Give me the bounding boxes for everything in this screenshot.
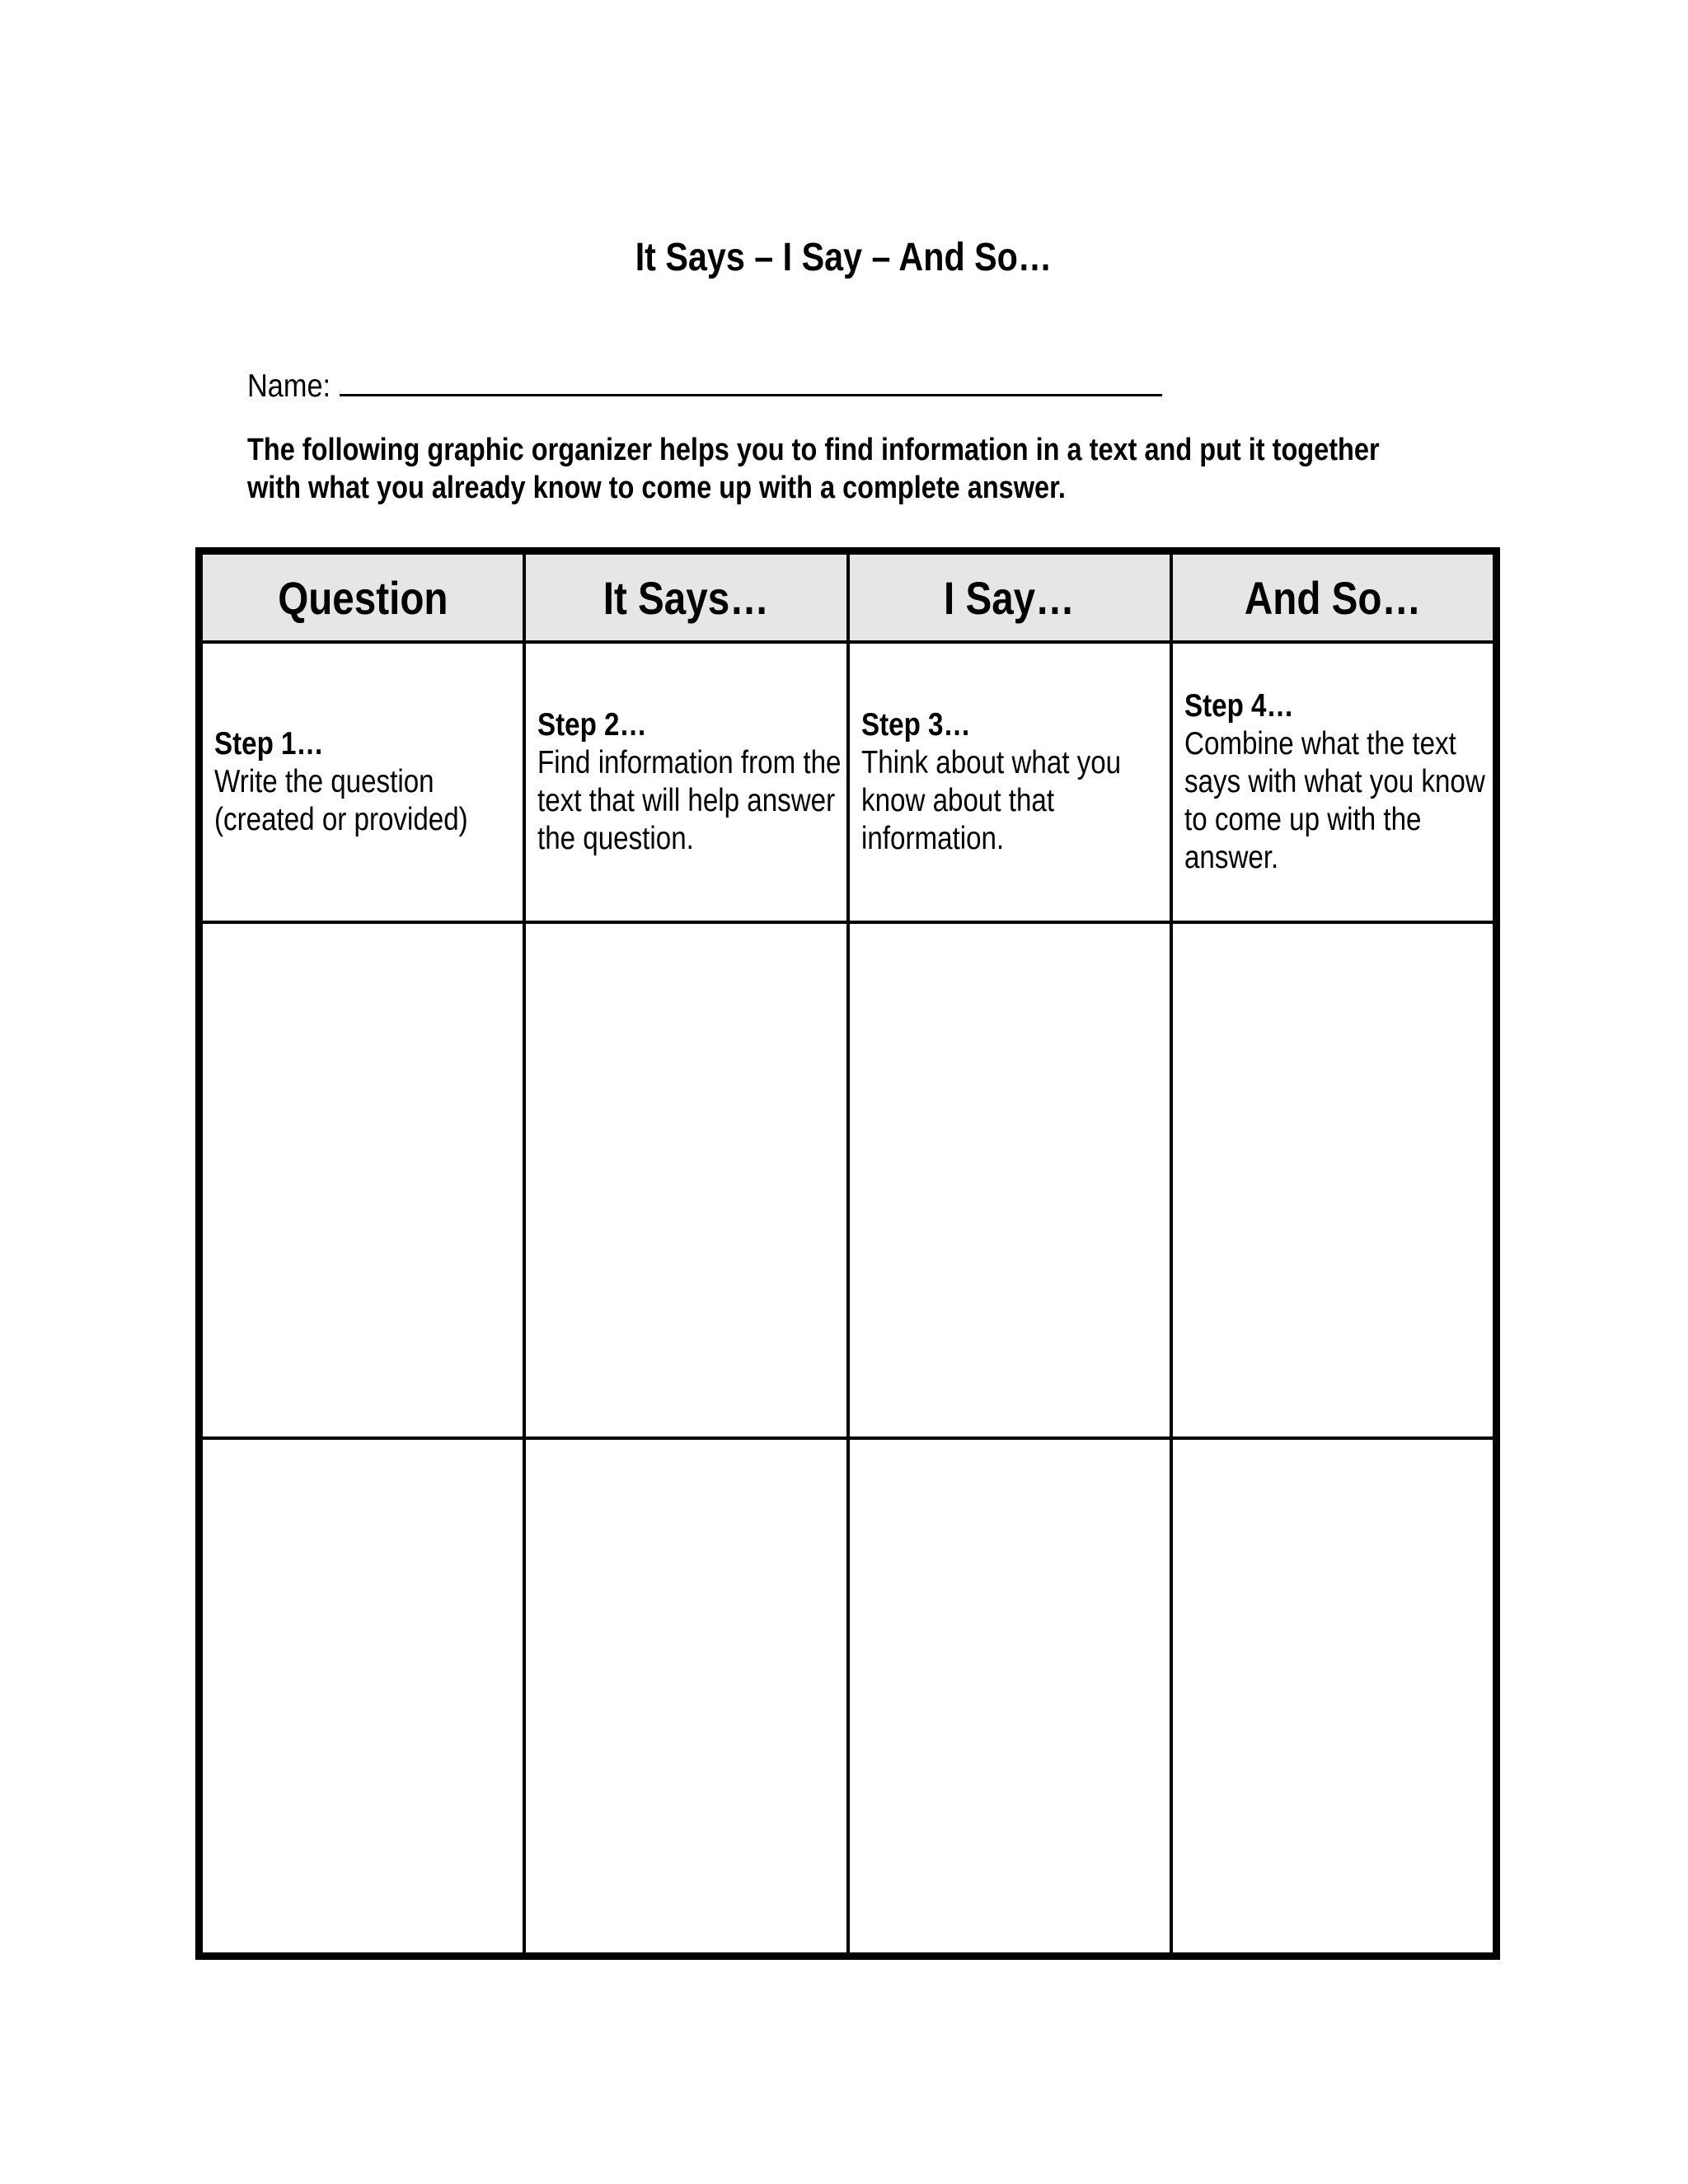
header-and-so: And So… [1171, 553, 1494, 642]
step-2-title: Step 2… [537, 707, 647, 743]
graphic-organizer [195, 547, 1500, 1960]
page-title: It Says – I Say – And So… [635, 236, 1053, 279]
step-2-text: Find information from the text that will help answer the question. [537, 745, 842, 856]
answer-cell-question[interactable] [201, 1438, 524, 1954]
organizer-table [199, 551, 1496, 1956]
step-2-cell [524, 642, 847, 922]
answer-row-1 [201, 922, 1494, 1438]
answer-cell-it-says[interactable] [524, 922, 847, 1438]
step-1-title: Step 1… [214, 726, 324, 762]
name-field[interactable] [340, 394, 1162, 396]
answer-cell-question[interactable] [201, 922, 524, 1438]
step-1-text: Write the question (created or provided) [214, 764, 468, 837]
answer-cell-i-say[interactable] [848, 1438, 1171, 1954]
step-3-text: Think about what you know about that information. [860, 745, 1121, 856]
step-4-cell [1171, 642, 1494, 922]
answer-cell-and-so[interactable] [1171, 1438, 1494, 1954]
header-i-say: I Say… [848, 553, 1171, 642]
answer-row-2 [201, 1438, 1494, 1954]
answer-cell-i-say[interactable] [848, 922, 1171, 1438]
instructions-text: The following graphic organizer helps you to find information in a text and put it together with what you already know to come up with a complete answer. [247, 433, 1380, 505]
steps-row [201, 642, 1494, 922]
name-row [247, 357, 342, 406]
header-row [201, 553, 1494, 642]
step-3-cell [848, 642, 1171, 922]
answer-cell-it-says[interactable] [524, 1438, 847, 1954]
name-label: Name: [247, 368, 331, 404]
answer-cell-and-so[interactable] [1171, 922, 1494, 1438]
step-3-title: Step 3… [860, 707, 971, 743]
step-4-text: Combine what the text says with what you know to come up with the answer. [1184, 726, 1485, 875]
header-question: Question [201, 553, 524, 642]
step-1-cell [201, 642, 524, 922]
step-4-title: Step 4… [1184, 688, 1294, 724]
header-it-says: It Says… [524, 553, 847, 642]
